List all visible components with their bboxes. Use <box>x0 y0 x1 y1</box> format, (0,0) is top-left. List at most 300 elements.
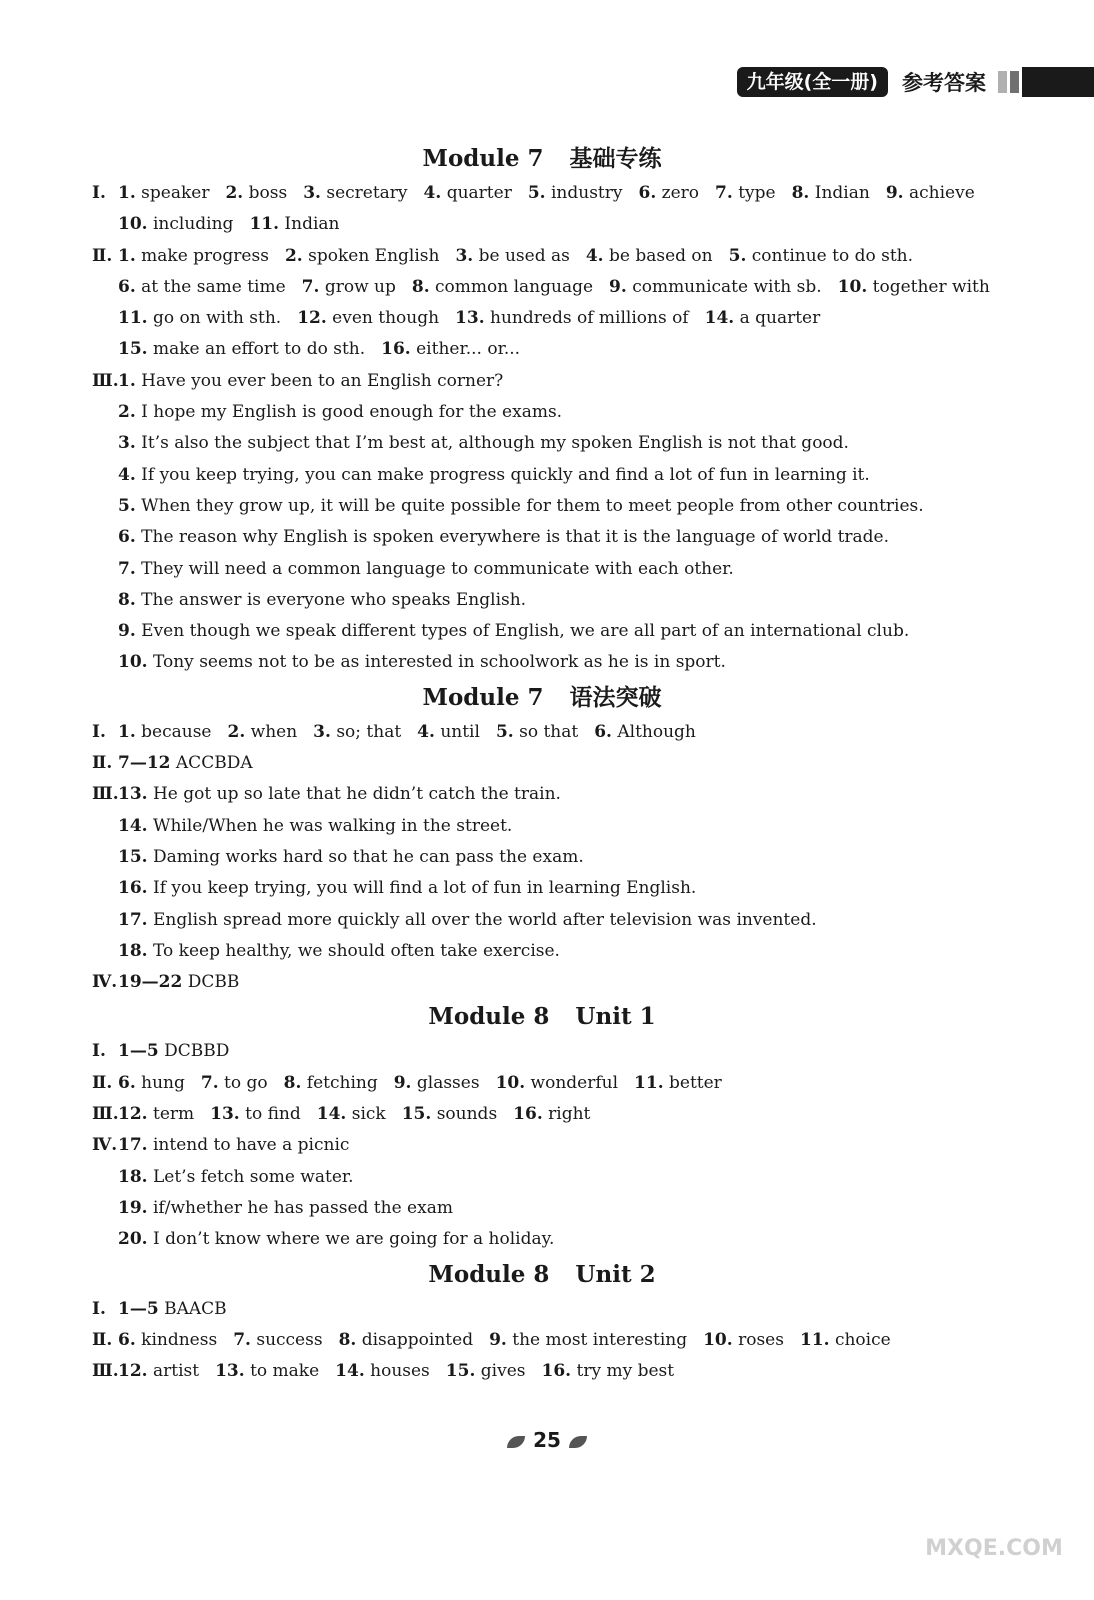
answer-number: 5. <box>495 721 514 742</box>
answer-line <box>92 272 992 303</box>
answer-number: 13. <box>455 308 485 329</box>
answer-item <box>496 1073 618 1093</box>
answer-text: fetching <box>306 1072 378 1093</box>
answer-text: the most interesting <box>512 1329 688 1350</box>
answer-number: 9. <box>118 621 136 642</box>
answer-text: glasses <box>416 1072 480 1093</box>
answer-number: 8. <box>411 276 430 297</box>
answer-number: 6. <box>594 721 612 742</box>
answer-number: 3. <box>118 433 136 454</box>
answer-number: 11. <box>118 308 148 329</box>
answer-number: 7. <box>301 276 320 297</box>
answer-item <box>118 1041 229 1061</box>
answer-text: Let’s fetch some water. <box>152 1166 354 1187</box>
answer-item <box>118 590 526 610</box>
answer-item <box>542 1361 675 1381</box>
answer-item <box>118 878 696 898</box>
answer-text: a quarter <box>739 308 821 329</box>
answer-item <box>335 1361 430 1381</box>
answer-line <box>92 522 992 553</box>
answer-item <box>118 972 239 992</box>
answer-number: 4. <box>585 245 604 266</box>
answer-number: 9. <box>393 1072 412 1093</box>
roman-numeral: Ⅲ. <box>92 1361 119 1382</box>
answer-text: sounds <box>436 1104 498 1125</box>
header-decoration-bars <box>998 66 1094 98</box>
answer-item <box>424 183 512 203</box>
answer-line <box>92 1325 992 1356</box>
answer-item <box>118 910 817 930</box>
answer-text: common language <box>435 276 594 297</box>
answer-line <box>92 905 992 936</box>
answer-text: It’s also the subject that I’m best at, although my spoken English is not that good. <box>141 433 849 454</box>
answer-number: 8. <box>338 1329 357 1350</box>
answer-number: 18. <box>118 940 148 961</box>
answer-text: even though <box>332 308 440 329</box>
answer-item <box>118 1361 199 1381</box>
answer-item <box>228 722 298 742</box>
answer-text: grow up <box>324 276 396 297</box>
answer-item <box>210 1104 301 1124</box>
answer-line <box>92 1224 992 1255</box>
answer-item <box>705 308 821 328</box>
answer-line <box>92 1356 992 1387</box>
answer-text: English spread more quickly all over the world after television was invented. <box>152 909 817 930</box>
section-module-label: Module 8 <box>428 1003 550 1031</box>
answer-item <box>313 722 401 742</box>
answer-item <box>455 308 689 328</box>
answer-number: 1. <box>118 183 136 203</box>
answer-number: 1—5 <box>118 1041 159 1062</box>
answer-number: 13. <box>210 1104 240 1125</box>
answer-number: 5. <box>728 245 747 266</box>
answer-item <box>118 559 734 579</box>
roman-numeral: Ⅱ. <box>92 753 113 774</box>
answer-line <box>92 936 992 967</box>
answer-item <box>609 277 822 297</box>
answer-number: 18. <box>118 1166 148 1187</box>
answer-number: 13. <box>215 1361 245 1382</box>
answer-text: Tony seems not to be as interested in schoolwork as he is in sport. <box>152 652 726 673</box>
answer-line <box>92 1099 992 1130</box>
answer-number: 4. <box>423 183 442 203</box>
answer-text: intend to have a picnic <box>152 1135 350 1156</box>
answer-text: zero <box>661 183 700 203</box>
answer-item <box>317 1104 386 1124</box>
watermark-text: MXQE.COM <box>925 1536 1063 1561</box>
answer-item <box>118 527 889 547</box>
answer-number: 9. <box>489 1329 507 1350</box>
page-footer <box>0 1428 1094 1452</box>
answer-text: houses <box>370 1361 430 1382</box>
answer-text: term <box>152 1104 195 1125</box>
answer-item <box>118 433 849 453</box>
answer-item <box>118 652 726 672</box>
answer-number: 12. <box>118 1361 148 1382</box>
leaf-icon <box>569 1436 587 1448</box>
answer-item <box>118 246 269 266</box>
answer-line <box>92 647 992 678</box>
answer-number: 7. <box>200 1072 219 1093</box>
answer-number: 7. <box>715 183 733 203</box>
answer-number: 6. <box>118 276 136 297</box>
roman-numeral: Ⅰ. <box>92 1298 106 1319</box>
answer-item <box>634 1073 722 1093</box>
answer-text: I hope my English is good enough for the exams. <box>141 402 563 423</box>
answer-item <box>118 308 281 328</box>
answer-item <box>446 1361 526 1381</box>
answer-text: at the same time <box>141 276 286 297</box>
answer-item <box>586 246 713 266</box>
answer-number: 3. <box>313 721 331 742</box>
answer-text: achieve <box>908 183 975 203</box>
section-module-label: Module 8 <box>428 1260 550 1288</box>
answer-item <box>118 465 870 485</box>
answer-number: 19. <box>118 1197 148 1218</box>
answer-line <box>92 334 992 365</box>
answer-text: To keep healthy, we should often take exercise. <box>152 940 560 961</box>
answer-item <box>118 214 233 234</box>
answer-item <box>496 722 578 742</box>
answer-text: choice <box>834 1329 891 1350</box>
answer-text: The answer is everyone who speaks English. <box>141 589 527 610</box>
answer-text: quarter <box>446 183 512 203</box>
answer-item <box>233 1330 322 1350</box>
answer-item <box>118 1135 349 1155</box>
answer-line <box>92 554 992 585</box>
answer-number: 19—22 <box>118 972 183 993</box>
answer-content <box>92 140 992 1387</box>
answer-item <box>489 1330 687 1350</box>
answer-item <box>118 784 561 804</box>
answer-number: 2. <box>225 183 244 203</box>
answer-line <box>92 366 992 397</box>
answer-item <box>402 1104 497 1124</box>
answer-text: try my best <box>576 1361 675 1382</box>
answer-item <box>792 183 870 203</box>
answer-number: 2. <box>227 721 246 742</box>
answer-number: 10. <box>703 1329 733 1350</box>
answer-item <box>118 722 212 742</box>
answer-item <box>118 277 286 297</box>
answer-line <box>92 811 992 842</box>
roman-numeral: Ⅳ. <box>92 1135 118 1156</box>
answer-number: 13. <box>118 784 148 805</box>
answer-number: 12. <box>118 1104 148 1125</box>
answer-item <box>594 722 696 742</box>
answer-item <box>886 183 975 203</box>
section-title <box>92 679 992 717</box>
answer-text: disappointed <box>361 1329 474 1350</box>
section-module-label: Module 7 <box>422 145 544 172</box>
answer-item <box>118 621 909 641</box>
decoration-bar <box>1022 67 1094 97</box>
section-subtitle: Unit 1 <box>575 1003 656 1031</box>
page-header <box>737 66 1094 98</box>
answer-number: 2. <box>118 402 136 423</box>
answer-text: When they grow up, it will be quite possible for them to meet people from other countries. <box>141 495 924 516</box>
answer-text: He got up so late that he didn’t catch the train. <box>152 784 561 805</box>
answer-item <box>381 339 520 359</box>
answer-number: 8. <box>791 183 810 203</box>
answer-number: 16. <box>541 1361 572 1382</box>
answer-text: Daming works hard so that he can pass the exam. <box>152 846 584 867</box>
answer-line <box>92 460 992 491</box>
answer-item <box>715 183 776 203</box>
answer-number: 2. <box>284 245 303 266</box>
answer-number: 7. <box>233 1329 251 1350</box>
answer-number: 1. <box>118 245 136 266</box>
answer-number: 4. <box>417 721 435 742</box>
answer-item <box>201 1073 268 1093</box>
roman-numeral: Ⅱ. <box>92 245 113 266</box>
answer-item <box>215 1361 319 1381</box>
answer-text: because <box>141 721 212 742</box>
answer-text: spoken English <box>308 245 440 266</box>
answer-line <box>92 1294 992 1325</box>
answer-number: 12. <box>297 308 327 329</box>
answer-text: If you keep trying, you will find a lot of fun in learning English. <box>152 878 697 899</box>
roman-numeral: Ⅰ. <box>92 1041 106 1062</box>
answer-text: I don’t know where we are going for a holiday. <box>152 1229 555 1250</box>
answer-text: together with <box>872 276 990 297</box>
answer-line <box>92 967 992 998</box>
answer-text: so that <box>519 721 579 742</box>
roman-numeral: Ⅰ. <box>92 183 106 203</box>
answer-text: go on with sth. <box>152 308 282 329</box>
answer-number: 14. <box>704 308 735 329</box>
answer-number: 1. <box>118 721 136 742</box>
watermark-logo <box>914 1510 1074 1590</box>
answer-text: sick <box>351 1104 386 1125</box>
answer-text: gives <box>480 1361 526 1382</box>
answer-item <box>118 371 503 391</box>
answer-text: success <box>256 1329 323 1350</box>
answer-text: They will need a common language to communicate with each other. <box>141 558 734 579</box>
answer-item <box>118 1104 194 1124</box>
answer-text: to find <box>245 1104 301 1125</box>
answer-text: Indian <box>814 183 870 203</box>
answer-number: 10. <box>837 276 868 297</box>
answer-item <box>800 1330 891 1350</box>
answer-number: 6. <box>638 183 657 203</box>
section-subtitle: 基础专练 <box>569 146 662 172</box>
answer-line <box>92 585 992 616</box>
answer-text: type <box>738 183 776 203</box>
answer-line <box>92 616 992 647</box>
answer-item <box>249 214 339 234</box>
answer-item <box>118 816 512 836</box>
answer-item <box>639 183 700 203</box>
answer-item <box>118 847 584 867</box>
answer-number: 8. <box>118 589 136 610</box>
section-title <box>92 140 992 178</box>
answer-text: Although <box>617 721 696 742</box>
answer-text: BAACB <box>164 1298 227 1319</box>
answer-line <box>92 178 992 209</box>
section-title <box>92 998 992 1036</box>
grade-label: 九年级(全一册) <box>737 67 888 97</box>
answer-text: be based on <box>609 245 713 266</box>
answer-item <box>118 1330 217 1350</box>
answer-number: 16. <box>381 339 411 360</box>
answer-item <box>118 1198 453 1218</box>
answer-item <box>339 1330 474 1350</box>
leaf-icon <box>507 1436 525 1448</box>
answer-number: 11. <box>249 214 280 235</box>
answer-item <box>412 277 593 297</box>
answer-line <box>92 873 992 904</box>
answer-number: 6. <box>118 1329 136 1350</box>
decoration-bar <box>1010 71 1019 93</box>
answer-line <box>92 303 992 334</box>
answer-text: right <box>548 1104 591 1125</box>
answer-item <box>118 496 924 516</box>
answer-text: roses <box>738 1329 784 1350</box>
answer-item <box>118 1229 554 1249</box>
answer-number: 5. <box>118 495 136 516</box>
answer-line <box>92 428 992 459</box>
answer-item <box>118 339 365 359</box>
answer-text: make an effort to do sth. <box>152 339 366 360</box>
roman-numeral: Ⅲ. <box>92 784 119 805</box>
answer-number: 15. <box>118 339 148 360</box>
answer-text: better <box>669 1072 722 1093</box>
answer-text: until <box>440 721 480 742</box>
answer-line <box>92 1162 992 1193</box>
answer-text: including <box>152 214 234 235</box>
roman-numeral: Ⅲ. <box>92 370 119 391</box>
answer-line <box>92 491 992 522</box>
answer-number: 6. <box>118 1072 136 1093</box>
answer-number: 10. <box>118 652 148 673</box>
answer-line <box>92 1130 992 1161</box>
answer-number: 14. <box>118 815 148 836</box>
answer-item <box>225 183 287 203</box>
answer-number: 1—5 <box>118 1298 159 1319</box>
answer-number: 7—12 <box>118 753 171 774</box>
answer-number: 16. <box>513 1104 543 1125</box>
answer-number: 10. <box>495 1072 526 1093</box>
answer-item <box>284 1073 378 1093</box>
roman-numeral: Ⅲ. <box>92 1104 119 1125</box>
answer-number: 3. <box>303 183 321 203</box>
answer-line <box>92 1036 992 1067</box>
header-title: 参考答案 <box>902 71 986 95</box>
answer-text: communicate with sb. <box>632 276 822 297</box>
answer-text: if/whether he has passed the exam <box>152 1197 453 1218</box>
answer-number: 20. <box>118 1229 148 1250</box>
answer-text: If you keep trying, you can make progress quickly and find a lot of fun in learning it. <box>141 464 870 485</box>
answer-text: speaker <box>141 183 210 203</box>
answer-line <box>92 779 992 810</box>
answer-item <box>729 246 913 266</box>
answer-text: artist <box>152 1361 200 1382</box>
answer-item <box>528 183 623 203</box>
answer-text: DCBBD <box>164 1041 230 1062</box>
answer-number: 8. <box>283 1072 302 1093</box>
answer-text: kindness <box>141 1329 218 1350</box>
answer-item <box>297 308 439 328</box>
answer-text: hundreds of millions of <box>490 308 689 329</box>
answer-text: either... or... <box>416 339 521 360</box>
answer-text: Have you ever been to an English corner? <box>141 370 504 391</box>
answer-number: 9. <box>885 183 904 203</box>
decoration-bar <box>998 71 1007 93</box>
answer-text: The reason why English is spoken everywhere is that it is the language of world trade. <box>141 527 890 548</box>
answer-number: 15. <box>118 846 148 867</box>
answer-text: hung <box>141 1072 185 1093</box>
answer-line <box>92 842 992 873</box>
section-subtitle: Unit 2 <box>575 1260 656 1288</box>
answer-text: to make <box>250 1361 320 1382</box>
answer-item <box>118 753 253 773</box>
roman-numeral: Ⅱ. <box>92 1329 113 1350</box>
answer-line <box>92 1193 992 1224</box>
answer-item <box>838 277 990 297</box>
section-title <box>92 1256 992 1294</box>
answer-text: industry <box>550 183 623 203</box>
answer-item <box>455 246 569 266</box>
answer-number: 11. <box>634 1072 664 1093</box>
answer-number: 14. <box>316 1104 347 1125</box>
answer-item <box>118 1167 354 1187</box>
answer-item <box>285 246 440 266</box>
answer-text: secretary <box>326 183 408 203</box>
answer-item <box>302 277 396 297</box>
answer-number: 6. <box>118 527 136 548</box>
answer-number: 14. <box>335 1361 365 1382</box>
answer-item <box>118 402 562 422</box>
answer-text: when <box>250 721 298 742</box>
answer-number: 4. <box>118 464 136 485</box>
answer-line <box>92 1068 992 1099</box>
answer-number: 10. <box>118 214 148 235</box>
answer-number: 17. <box>118 1135 148 1156</box>
answer-number: 1. <box>118 370 136 391</box>
answer-item <box>118 183 209 203</box>
answer-text: so; that <box>336 721 402 742</box>
answer-item <box>118 941 560 961</box>
answer-line <box>92 241 992 272</box>
roman-numeral: Ⅰ. <box>92 721 106 742</box>
answer-number: 9. <box>609 276 627 297</box>
page-number: 25 <box>533 1428 561 1452</box>
answer-number: 15. <box>401 1104 432 1125</box>
answer-number: 16. <box>118 878 148 899</box>
answer-number: 11. <box>799 1329 830 1350</box>
answer-text: ACCBDA <box>175 753 253 774</box>
answer-item <box>118 1299 227 1319</box>
answer-item <box>303 183 407 203</box>
roman-numeral: Ⅳ. <box>92 972 118 993</box>
answer-text: make progress <box>141 245 269 266</box>
answer-number: 3. <box>455 245 474 266</box>
answer-item <box>703 1330 784 1350</box>
answer-text: boss <box>248 183 288 203</box>
answer-text: be used as <box>478 245 570 266</box>
answer-text: DCBB <box>187 972 240 993</box>
answer-item <box>394 1073 480 1093</box>
answer-text: While/When he was walking in the street. <box>152 815 513 836</box>
answer-text: Even though we speak different types of English, we are all part of an international club. <box>141 621 910 642</box>
answer-text: wonderful <box>530 1072 619 1093</box>
answer-item <box>417 722 480 742</box>
answer-item <box>118 1073 185 1093</box>
answer-text: to go <box>224 1072 268 1093</box>
answer-number: 17. <box>118 909 148 930</box>
answer-line <box>92 717 992 748</box>
